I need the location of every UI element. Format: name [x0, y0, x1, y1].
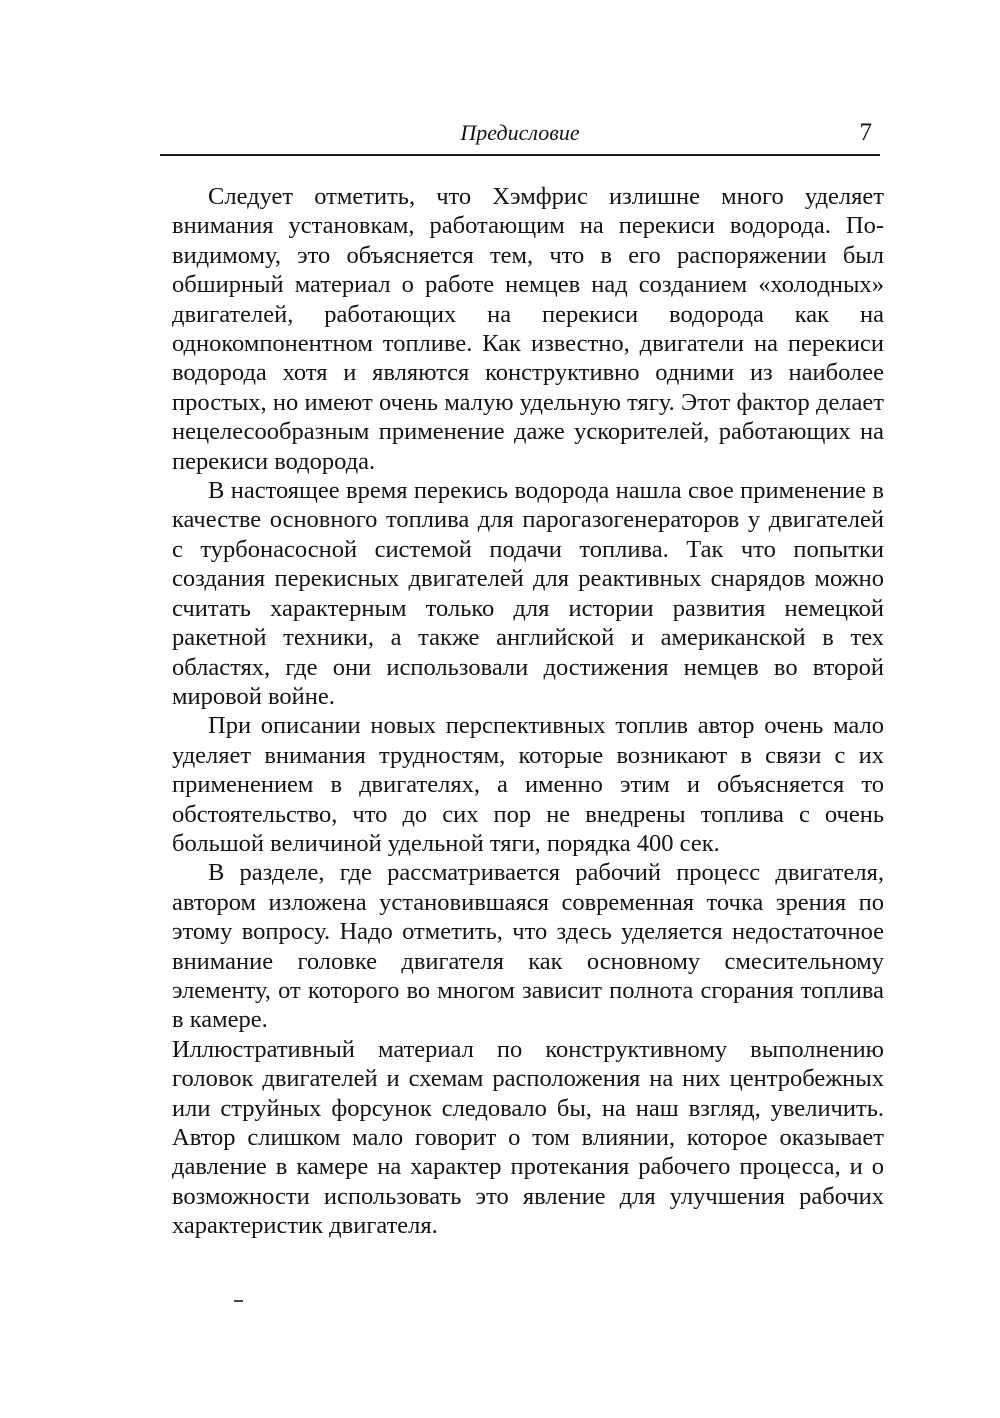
body-text: [172, 182, 884, 1241]
paragraph-5: Иллюстративный материал по конструктивному выполнению головок двигателей и схемам расположения на них центробежных или струйных форсунок следовало бы, на наш взгляд, увеличить. Автор слишком мало говорит о том влиянии, которое оказывает давление в камере на характер протекания рабочего процесса, и о возможности использовать это явление для улучшения рабочих характеристик двигателя.: [172, 1035, 884, 1240]
page-header: [160, 118, 880, 158]
running-title: Предисловие: [460, 120, 580, 145]
paragraph-1: Следует отметить, что Хэмфрис излишне много уделяет внимания установкам, работающим на перекиси водорода. По-видимому, это объясняется тем, что в его распоряжении был обширный материал о работе немцев над созданием «холодных» двигателей, работающих на перекиси водорода как на однокомпонентном топливе. Как известно, двигатели на перекиси водорода хотя и являются конструктивно одними из наиболее простых, но имеют очень малую удельную тягу. Этот фактор делает нецелесообразным применение даже ускорителей, работающих на перекиси водорода.: [172, 183, 884, 475]
paragraph-3: При описании новых перспективных топлив автор очень мало уделяет внимания трудностям, которые возникают в связи с их применением в двигателях, а именно этим и объясняется то обстоятельство, что до сих пор не внедрены топлива с очень большой величиной удельной тяги, порядка 400 сек.: [172, 712, 884, 857]
page-number: 7: [859, 119, 872, 146]
paragraph-4: В разделе, где рассматривается рабочий процесс двигателя, автором изложена установившаяся современная точка зрения по этому вопросу. Надо отметить, что здесь уделяется недостаточное внимание головке двигателя как основному смесительному элементу, от которого во многом зависит полнота сгорания топлива в камере.: [172, 859, 884, 1034]
paragraph-2: В настоящее время перекись водорода нашла свое применение в качестве основного топлива для парогазогенераторов у двигателей с турбонасосной системой подачи топлива. Так что попытки создания перекисных двигателей для реактивных снарядов можно считать характерным только для истории развития немецкой ракетной техники, а также английской и американской в тех областях, где они использовали достижения немцев во второй мировой войне.: [172, 477, 884, 710]
header-rule: [160, 154, 880, 156]
page-mark: [234, 1300, 243, 1302]
